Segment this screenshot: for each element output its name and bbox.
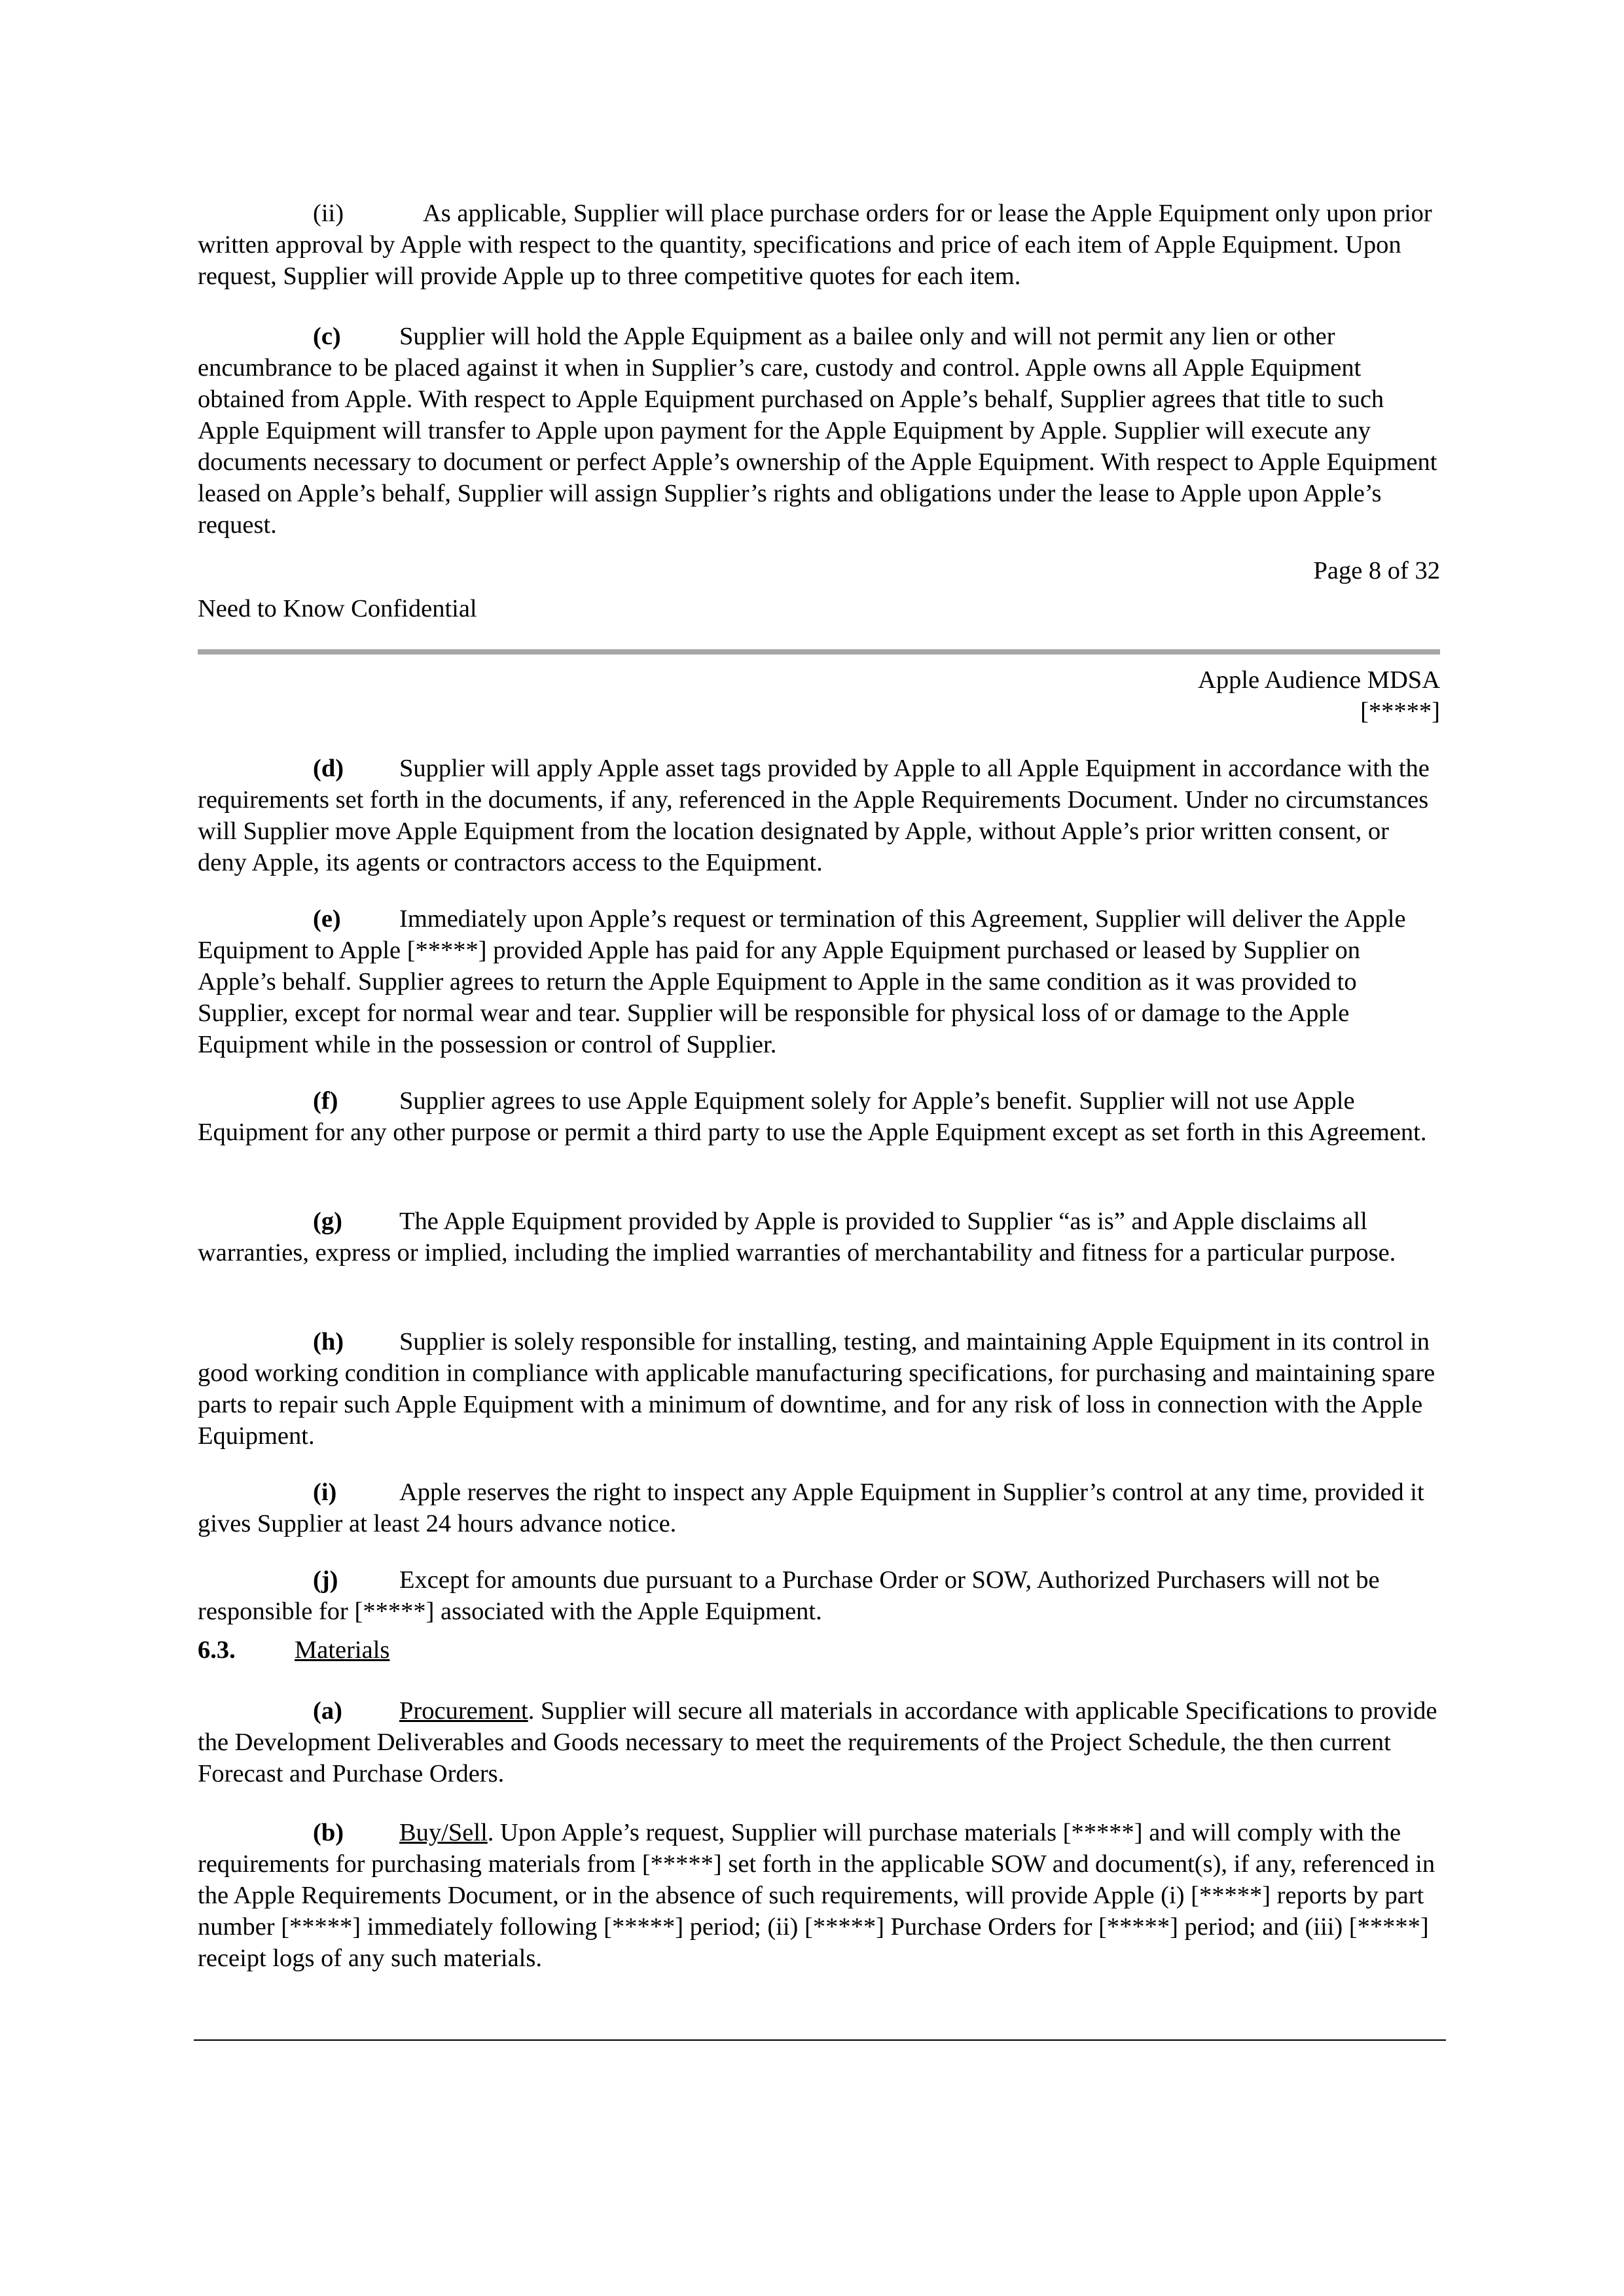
paragraph-text: Supplier will hold the Apple Equipment as a bailee only and will not permit any lien or other encumbrance to be placed against it when in Supplier’s care, custody and control. Apple owns all Apple Equipment obtained from Apple. With respect to Apple Equipment purchased on Apple’s behalf, Supplier agrees that title to such Apple Equipment will transfer to Apple upon payment for the Apple Equipment by Apple. Supplier will execute any documents necessary to document or perfect Apple’s ownership of the Apple Equipment. With respect to Apple Equipment leased on Apple’s behalf, Supplier will assign Supplier’s rights and obligations under the lease to Apple upon Apple’s request. <box>198 323 1437 539</box>
bottom-rule <box>194 2039 1446 2041</box>
page-number: Page 8 of 32 <box>1313 557 1440 584</box>
paragraph-label: (f) <box>313 1087 338 1115</box>
paragraph-text: . Supplier will secure all materials in accordance with applicable Specifications to provide the Development Deliverables and Goods necessary to meet the requirements of the Project Schedule, the then current Forecast and Purchase Orders. <box>198 1697 1437 1787</box>
paragraph-text: Supplier will apply Apple asset tags provided by Apple to all Apple Equipment in accordance with the requirements set forth in the documents, if any, referenced in the Apple Requirements Document. Under no circumstances will Supplier move Apple Equipment from the location designated by Apple, without Apple’s prior written consent, or deny Apple, its agents or contractors access to the Equipment. <box>198 755 1430 876</box>
paragraph-g <box>198 1206 1440 1268</box>
confidential-footer: Need to Know Confidential <box>198 595 477 622</box>
paragraph-text: Supplier is solely responsible for installing, testing, and maintaining Apple Equipment in its control in good working condition in compliance with applicable manufacturing specifications, for purchasing and maintaining spare parts to repair such Apple Equipment with a minimum of downtime, and for any risk of loss in connection with the Apple Equipment. <box>198 1328 1435 1450</box>
paragraph-ii <box>198 198 1440 292</box>
paragraph-label: (j) <box>313 1566 338 1594</box>
paragraph-text: . Upon Apple’s request, Supplier will purchase materials [*****] and will comply with the requirements for purchasing materials from [*****] set forth in the applicable SOW and document(s), if any, referenced in the Apple Requirements Document, or in the absence of such requirements, will provide Apple (i) [*****] reports by part number [*****] immediately following [*****] period; (ii) [*****] Purchase Orders for [*****] period; and (iii) [*****] receipt logs of any such materials. <box>198 1819 1435 1972</box>
paragraph-heading: Procurement <box>399 1697 528 1725</box>
paragraph-c <box>198 321 1440 541</box>
paragraph-text: The Apple Equipment provided by Apple is provided to Supplier “as is” and Apple disclaims all warranties, express or implied, including the implied warranties of merchantability and fitness for a particular purpose. <box>198 1208 1396 1266</box>
paragraph-label: (g) <box>313 1208 342 1235</box>
paragraph-label: (ii) <box>313 200 344 227</box>
page-separator <box>198 649 1440 655</box>
paragraph-text: Except for amounts due pursuant to a Purchase Order or SOW, Authorized Purchasers will not be responsible for [*****] associated with the Apple Equipment. <box>198 1566 1380 1625</box>
header-redaction: [*****] <box>1360 698 1440 725</box>
paragraph-b <box>198 1817 1440 1974</box>
paragraph-a <box>198 1695 1440 1789</box>
document-title: Apple Audience MDSA <box>1198 666 1440 694</box>
paragraph-label: (b) <box>313 1819 344 1846</box>
paragraph-text: Supplier agrees to use Apple Equipment solely for Apple’s benefit. Supplier will not use Apple Equipment for any other purpose or permit a third party to use the Apple Equipment except as set forth in this Agreement. <box>198 1087 1427 1146</box>
paragraph-label: (a) <box>313 1697 342 1725</box>
paragraph-i <box>198 1477 1440 1539</box>
paragraph-f <box>198 1085 1440 1148</box>
paragraph-label: (i) <box>313 1479 337 1506</box>
paragraph-e <box>198 903 1440 1060</box>
paragraph-h <box>198 1326 1440 1452</box>
section-heading <box>198 1636 389 1664</box>
section-number: 6.3. <box>198 1636 236 1664</box>
section-title: Materials <box>295 1636 390 1664</box>
paragraph-text: As applicable, Supplier will place purchase orders for or lease the Apple Equipment only upon prior written approval by Apple with respect to the quantity, specifications and price of each item of Apple Equipment. Upon request, Supplier will provide Apple up to three competitive quotes for each item. <box>198 200 1432 290</box>
paragraph-label: (d) <box>313 755 344 782</box>
paragraph-text: Apple reserves the right to inspect any Apple Equipment in Supplier’s control at any time, provided it gives Supplier at least 24 hours advance notice. <box>198 1479 1424 1537</box>
paragraph-label: (e) <box>313 905 341 933</box>
paragraph-label: (c) <box>313 323 341 350</box>
paragraph-heading: Buy/Sell <box>399 1819 488 1846</box>
paragraph-j <box>198 1564 1440 1627</box>
paragraph-d <box>198 753 1440 878</box>
paragraph-label: (h) <box>313 1328 344 1355</box>
paragraph-text: Immediately upon Apple’s request or termination of this Agreement, Supplier will deliver the Apple Equipment to Apple [*****] provided Apple has paid for any Apple Equipment purchased or leased by Supplier on Apple’s behalf. Supplier agrees to return the Apple Equipment to Apple in the same condition as it was provided to Supplier, except for normal wear and tear. Supplier will be responsible for physical loss of or damage to the Apple Equipment while in the possession or control of Supplier. <box>198 905 1406 1058</box>
